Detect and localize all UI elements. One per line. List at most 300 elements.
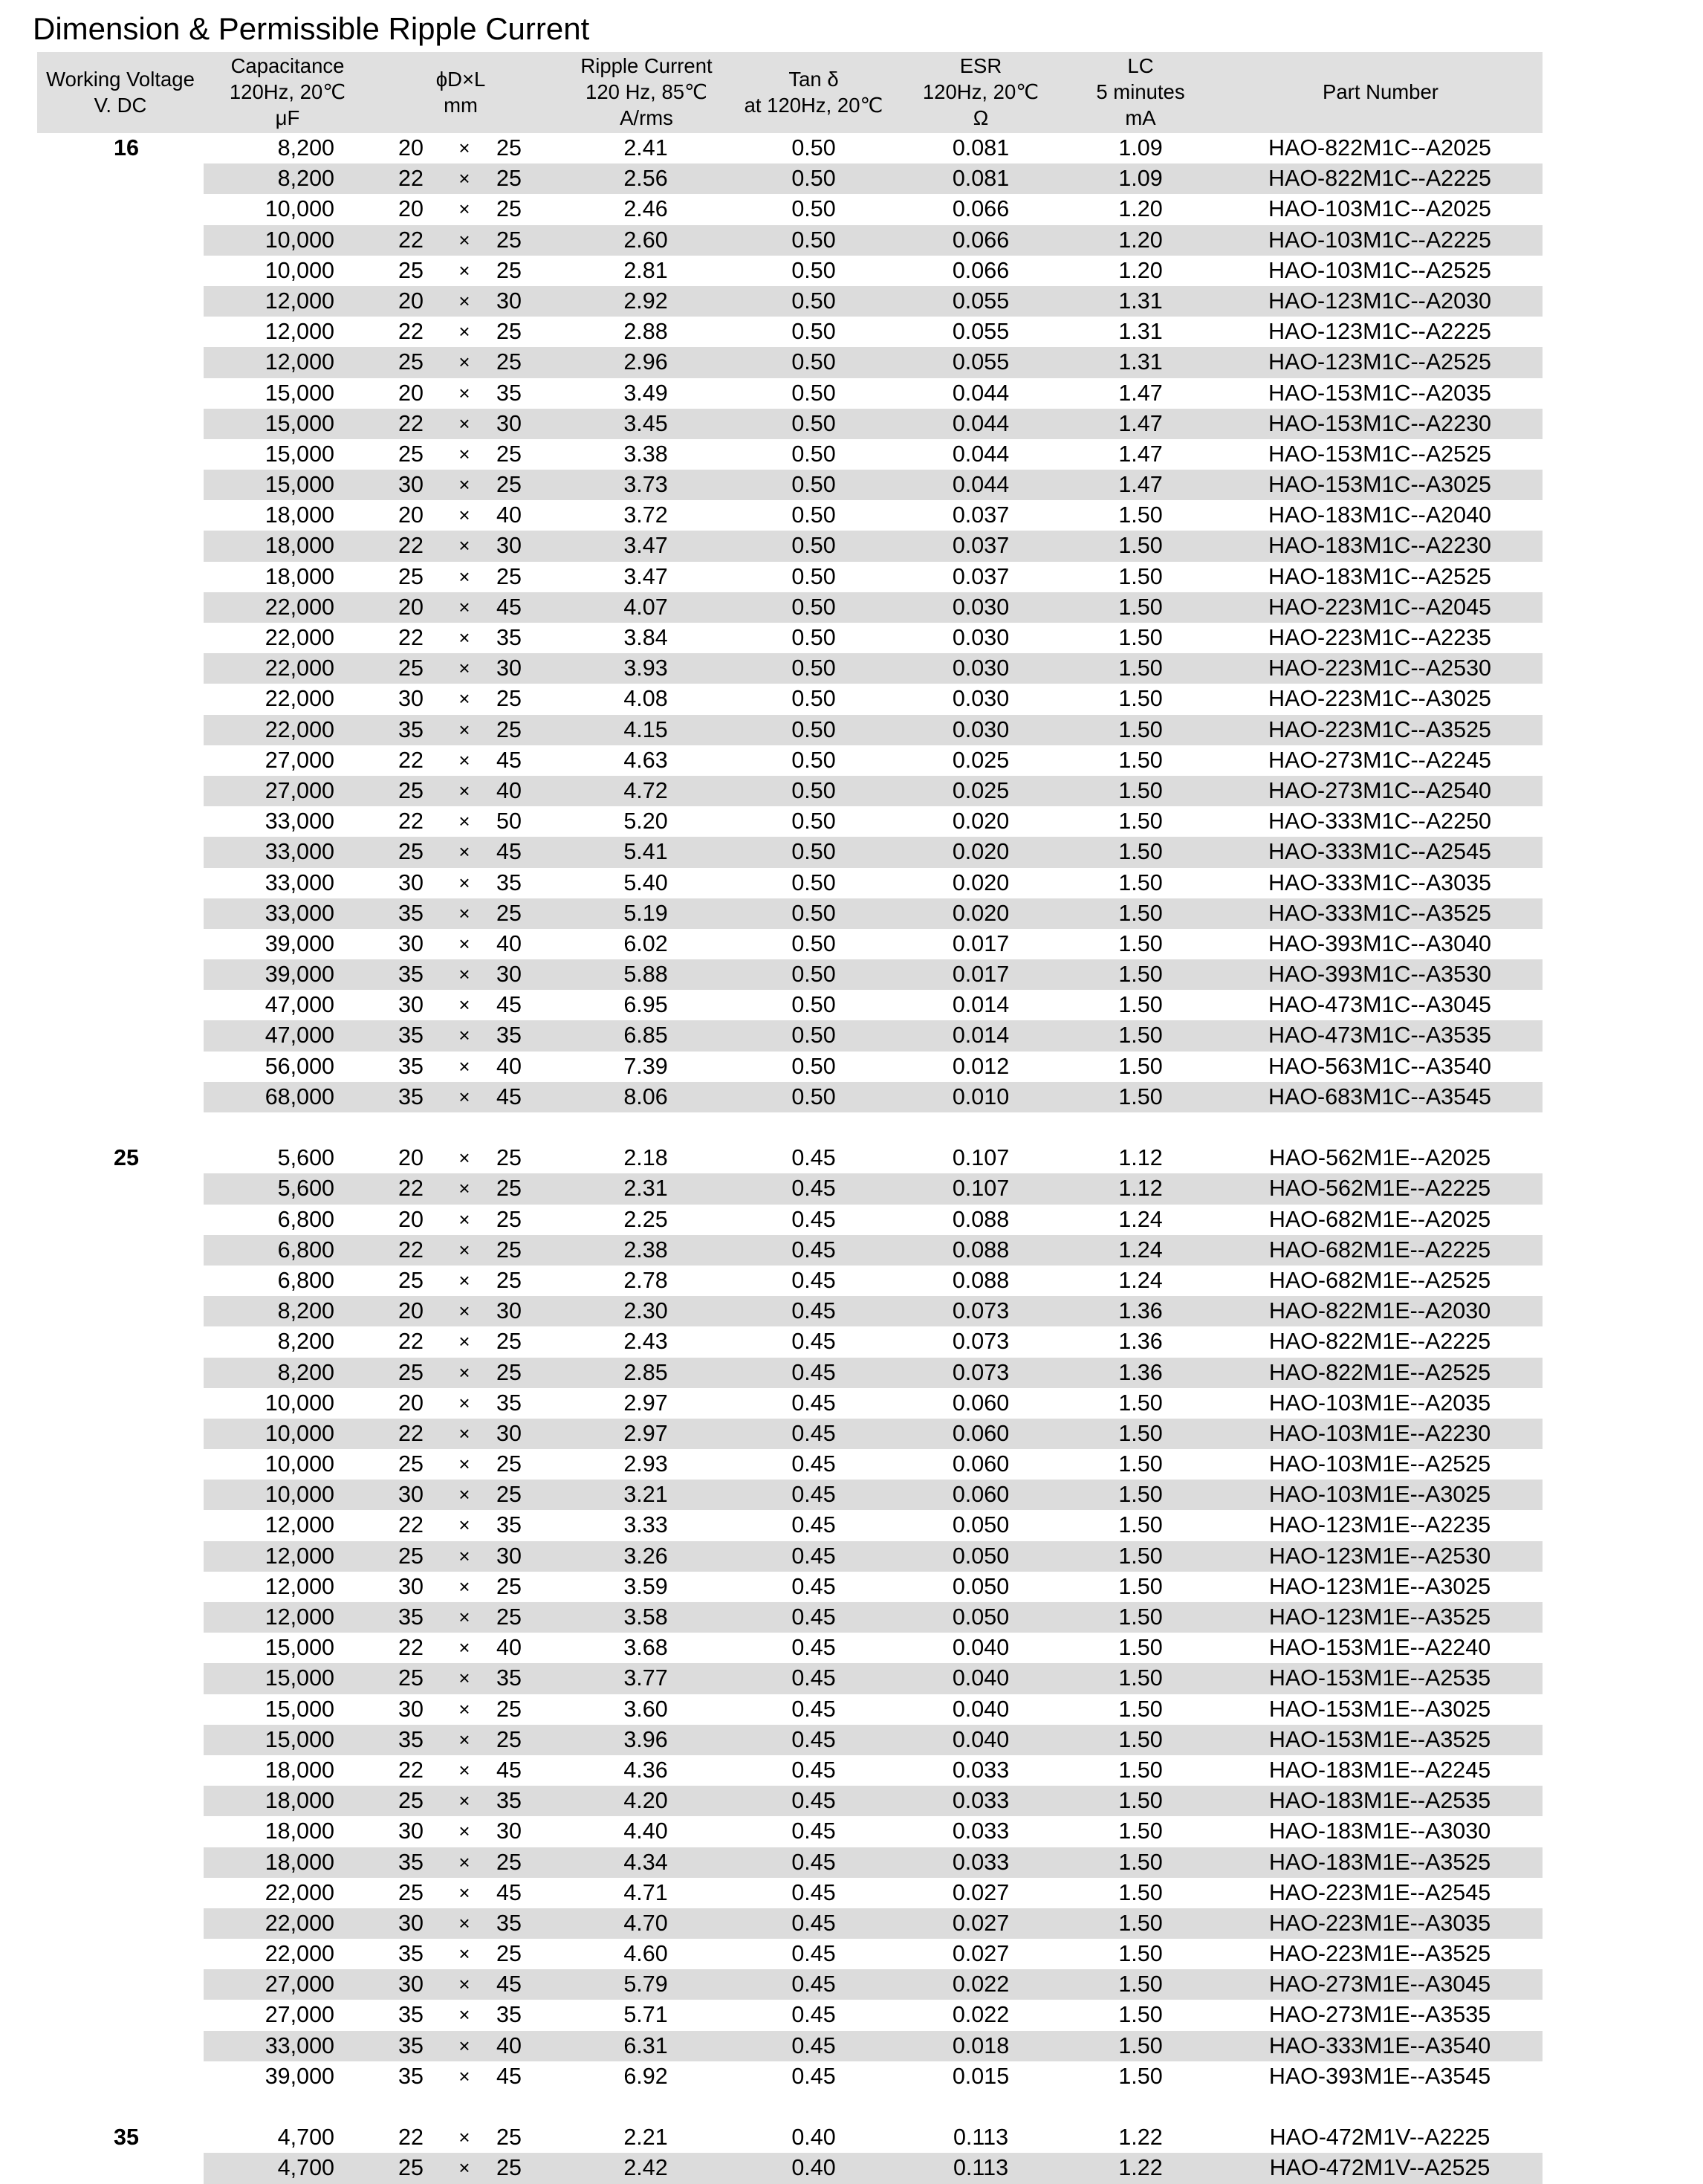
header-tan-line2: at 120Hz, 20℃: [744, 93, 883, 117]
table-row: [37, 715, 1543, 745]
header-lc-line1: LC: [1127, 54, 1154, 78]
leakage-current-cell: 1.47: [1118, 472, 1163, 498]
capacitance-cell: 22,000: [265, 716, 334, 742]
ripple-current-cell: 2.97: [623, 1420, 668, 1446]
table-row: [37, 1143, 1543, 1173]
length-cell: 30: [496, 533, 522, 559]
tan-delta-cell: 0.45: [791, 1788, 836, 1814]
length-cell: 40: [496, 1053, 522, 1079]
table-row: [37, 1694, 1543, 1725]
ripple-current-cell: 3.49: [623, 380, 668, 406]
esr-cell: 0.037: [952, 533, 1010, 559]
times-sign: ×: [458, 840, 470, 863]
part-number-cell: HAO-103M1E--A2525: [1268, 1451, 1491, 1477]
header-dimension: [372, 52, 550, 133]
capacitance-cell: 33,000: [265, 900, 334, 926]
esr-cell: 0.017: [952, 962, 1010, 988]
part-number-cell: HAO-183M1C--A2230: [1268, 533, 1492, 559]
ripple-current-cell: 2.30: [623, 1298, 668, 1324]
table-row: [37, 1755, 1543, 1786]
tan-delta-cell: 0.50: [791, 777, 836, 803]
ripple-current-cell: 7.39: [623, 1053, 668, 1079]
length-cell: 25: [496, 900, 522, 926]
ripple-current-cell: 4.07: [623, 594, 668, 620]
diameter-cell: 25: [398, 839, 424, 865]
table-row: [37, 1480, 1543, 1510]
esr-cell: 0.030: [952, 716, 1010, 742]
header-esr-line2: 120Hz, 20℃: [922, 80, 1039, 104]
length-cell: 25: [496, 1206, 522, 1232]
part-number-cell: HAO-123M1C--A2525: [1268, 349, 1492, 375]
esr-cell: 0.018: [952, 2032, 1010, 2058]
ripple-current-cell: 3.58: [623, 1604, 668, 1630]
tan-delta-cell: 0.50: [791, 196, 836, 222]
leakage-current-cell: 1.50: [1118, 1665, 1163, 1691]
table-row: [37, 1541, 1543, 1572]
part-number-cell: HAO-123M1C--A2225: [1268, 319, 1492, 345]
diameter-cell: 30: [398, 1482, 424, 1508]
ripple-current-cell: 4.40: [623, 1818, 668, 1844]
leakage-current-cell: 1.50: [1118, 992, 1163, 1018]
diameter-cell: 35: [398, 962, 424, 988]
leakage-current-cell: 1.50: [1118, 1023, 1163, 1049]
times-sign: ×: [458, 1085, 470, 1108]
length-cell: 25: [496, 1726, 522, 1752]
ripple-current-cell: 5.79: [623, 1971, 668, 1997]
capacitance-cell: 6,800: [277, 1237, 334, 1263]
esr-cell: 0.022: [952, 1971, 1010, 1997]
table-row: [37, 1358, 1543, 1388]
diameter-cell: 35: [398, 1053, 424, 1079]
capacitance-cell: 8,200: [277, 166, 334, 192]
times-sign: ×: [458, 1054, 470, 1078]
tan-delta-cell: 0.50: [791, 962, 836, 988]
ripple-current-cell: 3.77: [623, 1665, 668, 1691]
table-row: [37, 1847, 1543, 1878]
ripple-current-cell: 4.60: [623, 1941, 668, 1967]
capacitance-cell: 18,000: [265, 1788, 334, 1814]
tan-delta-cell: 0.45: [791, 1971, 836, 1997]
capacitance-cell: 10,000: [265, 1390, 334, 1416]
tan-delta-cell: 0.45: [791, 1451, 836, 1477]
ripple-current-cell: 3.38: [623, 441, 668, 467]
leakage-current-cell: 1.09: [1118, 135, 1163, 161]
leakage-current-cell: 1.50: [1118, 1726, 1163, 1752]
length-cell: 35: [496, 1512, 522, 1538]
table-body: [37, 133, 1543, 2184]
part-number-cell: HAO-223M1E--A3035: [1268, 1910, 1491, 1936]
esr-cell: 0.060: [952, 1451, 1010, 1477]
length-cell: 40: [496, 930, 522, 956]
diameter-cell: 22: [398, 1757, 424, 1783]
table-row: [37, 317, 1543, 347]
leakage-current-cell: 1.50: [1118, 1482, 1163, 1508]
tan-delta-cell: 0.50: [791, 747, 836, 773]
ripple-current-cell: 2.43: [623, 1329, 668, 1355]
length-cell: 30: [496, 962, 522, 988]
length-cell: 25: [496, 1941, 522, 1967]
times-sign: ×: [458, 1544, 470, 1567]
esr-cell: 0.055: [952, 288, 1010, 314]
leakage-current-cell: 1.12: [1118, 1145, 1163, 1171]
tan-delta-cell: 0.45: [791, 1267, 836, 1293]
part-number-cell: HAO-393M1C--A3040: [1268, 930, 1492, 956]
voltage-cell: 35: [114, 2125, 139, 2151]
leakage-current-cell: 1.50: [1118, 1604, 1163, 1630]
leakage-current-cell: 1.50: [1118, 1451, 1163, 1477]
header-part-line1: Part Number: [1323, 80, 1438, 104]
length-cell: 25: [496, 1359, 522, 1385]
esr-cell: 0.030: [952, 594, 1010, 620]
part-number-cell: HAO-333M1C--A3525: [1268, 900, 1492, 926]
capacitance-cell: 33,000: [265, 2032, 334, 2058]
tan-delta-cell: 0.45: [791, 1145, 836, 1171]
esr-cell: 0.050: [952, 1512, 1010, 1538]
capacitance-cell: 27,000: [265, 777, 334, 803]
ripple-current-cell: 4.08: [623, 686, 668, 712]
times-sign: ×: [458, 1697, 470, 1720]
length-cell: 40: [496, 2032, 522, 2058]
length-cell: 35: [496, 380, 522, 406]
esr-cell: 0.050: [952, 1543, 1010, 1569]
times-sign: ×: [458, 1453, 470, 1476]
diameter-cell: 22: [398, 1512, 424, 1538]
esr-cell: 0.073: [952, 1298, 1010, 1324]
diameter-cell: 25: [398, 563, 424, 589]
esr-cell: 0.107: [952, 1145, 1010, 1171]
times-sign: ×: [458, 198, 470, 221]
length-cell: 25: [496, 441, 522, 467]
table-row: [37, 868, 1543, 898]
ripple-current-cell: 6.85: [623, 1023, 668, 1049]
tan-delta-cell: 0.40: [791, 2155, 836, 2181]
table-row: [37, 378, 1543, 409]
diameter-cell: 35: [398, 2063, 424, 2089]
times-sign: ×: [458, 473, 470, 496]
part-number-cell: HAO-103M1C--A2025: [1268, 196, 1492, 222]
table-row: [37, 286, 1543, 317]
length-cell: 30: [496, 1298, 522, 1324]
capacitance-cell: 22,000: [265, 1910, 334, 1936]
esr-cell: 0.060: [952, 1420, 1010, 1446]
ripple-current-cell: 2.25: [623, 1206, 668, 1232]
tan-delta-cell: 0.45: [791, 1543, 836, 1569]
header-lc-line2: 5 minutes: [1096, 80, 1185, 104]
leakage-current-cell: 1.22: [1118, 2125, 1163, 2151]
times-sign: ×: [458, 1728, 470, 1751]
times-sign: ×: [458, 595, 470, 618]
length-cell: 25: [496, 686, 522, 712]
times-sign: ×: [458, 1483, 470, 1506]
esr-cell: 0.066: [952, 196, 1010, 222]
leakage-current-cell: 1.50: [1118, 1879, 1163, 1905]
times-sign: ×: [458, 1942, 470, 1966]
table-row: [37, 1052, 1543, 1082]
tan-delta-cell: 0.45: [791, 1359, 836, 1385]
diameter-cell: 22: [398, 533, 424, 559]
diameter-cell: 20: [398, 502, 424, 528]
times-sign: ×: [458, 320, 470, 343]
tan-delta-cell: 0.50: [791, 257, 836, 283]
table-row: [37, 837, 1543, 867]
tan-delta-cell: 0.45: [791, 1573, 836, 1599]
tan-delta-cell: 0.50: [791, 839, 836, 865]
capacitance-cell: 22,000: [265, 625, 334, 650]
table-row: [37, 1235, 1543, 1266]
times-sign: ×: [458, 1575, 470, 1598]
capacitance-cell: 22,000: [265, 686, 334, 712]
ripple-current-cell: 2.97: [623, 1390, 668, 1416]
leakage-current-cell: 1.31: [1118, 319, 1163, 345]
leakage-current-cell: 1.50: [1118, 777, 1163, 803]
diameter-cell: 30: [398, 472, 424, 498]
esr-cell: 0.066: [952, 227, 1010, 253]
diameter-cell: 35: [398, 1726, 424, 1752]
times-sign: ×: [458, 626, 470, 649]
tan-delta-cell: 0.50: [791, 809, 836, 835]
table-row: [37, 531, 1543, 561]
tan-delta-cell: 0.45: [791, 1206, 836, 1232]
times-sign: ×: [458, 1024, 470, 1047]
diameter-cell: 20: [398, 380, 424, 406]
page-title: Dimension & Permissible Ripple Current: [33, 11, 590, 46]
ripple-current-cell: 3.21: [623, 1482, 668, 1508]
table-row: [37, 1510, 1543, 1540]
tan-delta-cell: 0.45: [791, 2002, 836, 2028]
table-header: [37, 52, 1543, 133]
diameter-cell: 30: [398, 1818, 424, 1844]
diameter-cell: 35: [398, 1023, 424, 1049]
header-tan-line1: Tan δ: [788, 67, 839, 91]
header-voltage-line2: V. DC: [94, 93, 147, 117]
diameter-cell: 20: [398, 1145, 424, 1171]
capacitance-cell: 8,200: [277, 1298, 334, 1324]
leakage-current-cell: 1.31: [1118, 349, 1163, 375]
esr-cell: 0.020: [952, 869, 1010, 895]
capacitance-cell: 12,000: [265, 1543, 334, 1569]
capacitance-cell: 10,000: [265, 1420, 334, 1446]
diameter-cell: 25: [398, 1267, 424, 1293]
diameter-cell: 35: [398, 716, 424, 742]
capacitance-cell: 22,000: [265, 1941, 334, 1967]
times-sign: ×: [458, 963, 470, 986]
capacitance-cell: 10,000: [265, 1482, 334, 1508]
ripple-current-cell: 6.31: [623, 2032, 668, 2058]
diameter-cell: 22: [398, 166, 424, 192]
length-cell: 50: [496, 809, 522, 835]
esr-cell: 0.040: [952, 1635, 1010, 1661]
table-row: [37, 347, 1543, 377]
esr-cell: 0.081: [952, 135, 1010, 161]
capacitance-cell: 12,000: [265, 349, 334, 375]
part-number-cell: HAO-223M1C--A3525: [1268, 716, 1492, 742]
length-cell: 30: [496, 410, 522, 436]
header-tan-delta: [743, 52, 884, 133]
ripple-current-cell: 2.31: [623, 1176, 668, 1202]
table-row: [37, 1633, 1543, 1663]
length-cell: 45: [496, 1757, 522, 1783]
length-cell: 30: [496, 655, 522, 681]
times-sign: ×: [458, 1422, 470, 1445]
part-number-cell: HAO-682M1E--A2525: [1268, 1267, 1491, 1293]
ripple-current-cell: 4.36: [623, 1757, 668, 1783]
ripple-current-cell: 5.40: [623, 869, 668, 895]
part-number-cell: HAO-473M1C--A3045: [1268, 992, 1492, 1018]
leakage-current-cell: 1.50: [1118, 1390, 1163, 1416]
times-sign: ×: [458, 1667, 470, 1690]
esr-cell: 0.020: [952, 809, 1010, 835]
esr-cell: 0.033: [952, 1818, 1010, 1844]
leakage-current-cell: 1.36: [1118, 1329, 1163, 1355]
table-row: [37, 500, 1543, 531]
length-cell: 25: [496, 1176, 522, 1202]
leakage-current-cell: 1.50: [1118, 1573, 1163, 1599]
table-row: [37, 1326, 1543, 1357]
leakage-current-cell: 1.20: [1118, 196, 1163, 222]
part-number-cell: HAO-153M1C--A2230: [1268, 410, 1492, 436]
capacitance-cell: 39,000: [265, 2063, 334, 2089]
ripple-current-cell: 2.96: [623, 349, 668, 375]
length-cell: 35: [496, 625, 522, 650]
leakage-current-cell: 1.09: [1118, 166, 1163, 192]
table-row: [37, 592, 1543, 623]
esr-cell: 0.060: [952, 1390, 1010, 1416]
length-cell: 25: [496, 257, 522, 283]
ripple-current-cell: 4.34: [623, 1849, 668, 1875]
esr-cell: 0.037: [952, 502, 1010, 528]
diameter-cell: 25: [398, 2155, 424, 2181]
tan-delta-cell: 0.45: [791, 1329, 836, 1355]
header-ripple-line2: 120 Hz, 85℃: [585, 80, 707, 104]
diameter-cell: 35: [398, 1941, 424, 1967]
header-esr-line1: ESR: [959, 54, 1002, 78]
ripple-current-cell: 4.20: [623, 1788, 668, 1814]
length-cell: 25: [496, 563, 522, 589]
part-number-cell: HAO-123M1E--A3025: [1268, 1573, 1491, 1599]
diameter-cell: 22: [398, 1420, 424, 1446]
leakage-current-cell: 1.50: [1118, 1941, 1163, 1967]
leakage-current-cell: 1.47: [1118, 441, 1163, 467]
part-number-cell: HAO-273M1E--A3535: [1268, 2002, 1491, 2028]
header-dimension-line2: mm: [444, 93, 478, 117]
length-cell: 35: [496, 1788, 522, 1814]
table-row: [37, 1969, 1543, 2000]
length-cell: 45: [496, 992, 522, 1018]
esr-cell: 0.113: [953, 2125, 1009, 2151]
esr-cell: 0.044: [952, 441, 1010, 467]
table-row: [37, 1908, 1543, 1939]
length-cell: 25: [496, 2125, 522, 2151]
esr-cell: 0.015: [952, 2063, 1010, 2089]
times-sign: ×: [458, 779, 470, 802]
leakage-current-cell: 1.50: [1118, 869, 1163, 895]
times-sign: ×: [458, 1300, 470, 1323]
capacitance-cell: 10,000: [265, 227, 334, 253]
capacitance-cell: 15,000: [265, 380, 334, 406]
capacitance-cell: 18,000: [265, 533, 334, 559]
ripple-current-cell: 5.88: [623, 962, 668, 988]
capacitance-cell: 8,200: [277, 1359, 334, 1385]
times-sign: ×: [458, 1391, 470, 1414]
capacitance-cell: 18,000: [265, 1849, 334, 1875]
tan-delta-cell: 0.50: [791, 563, 836, 589]
length-cell: 25: [496, 196, 522, 222]
length-cell: 25: [496, 716, 522, 742]
part-number-cell: HAO-333M1C--A2545: [1268, 839, 1492, 865]
length-cell: 45: [496, 594, 522, 620]
tan-delta-cell: 0.50: [791, 166, 836, 192]
header-voltage-line1: Working Voltage: [46, 67, 195, 91]
length-cell: 45: [496, 2063, 522, 2089]
leakage-current-cell: 1.31: [1118, 288, 1163, 314]
part-number-cell: HAO-472M1V--A2525: [1269, 2155, 1490, 2181]
length-cell: 30: [496, 288, 522, 314]
leakage-current-cell: 1.50: [1118, 1543, 1163, 1569]
part-number-cell: HAO-822M1C--A2225: [1268, 166, 1492, 192]
length-cell: 30: [496, 1543, 522, 1569]
table-row: [37, 1939, 1543, 1969]
tan-delta-cell: 0.50: [791, 472, 836, 498]
voltage-cell: 16: [114, 135, 139, 161]
esr-cell: 0.014: [952, 992, 1010, 1018]
ripple-current-cell: 2.81: [623, 257, 668, 283]
header-ripple-line3: A/rms: [620, 106, 673, 129]
esr-cell: 0.010: [952, 1083, 1010, 1109]
times-sign: ×: [458, 1881, 470, 1904]
length-cell: 40: [496, 502, 522, 528]
part-number-cell: HAO-333M1E--A3540: [1268, 2032, 1491, 2058]
table-row: [37, 2153, 1543, 2183]
leakage-current-cell: 1.12: [1118, 1176, 1163, 1202]
tan-delta-cell: 0.50: [791, 502, 836, 528]
esr-cell: 0.033: [952, 1849, 1010, 1875]
length-cell: 40: [496, 777, 522, 803]
leakage-current-cell: 1.50: [1118, 1053, 1163, 1079]
leakage-current-cell: 1.20: [1118, 227, 1163, 253]
ripple-current-cell: 2.78: [623, 1267, 668, 1293]
esr-cell: 0.030: [952, 625, 1010, 650]
times-sign: ×: [458, 1361, 470, 1384]
leakage-current-cell: 1.47: [1118, 380, 1163, 406]
esr-cell: 0.088: [952, 1206, 1010, 1232]
ripple-current-cell: 2.92: [623, 288, 668, 314]
times-sign: ×: [458, 137, 470, 159]
tan-delta-cell: 0.45: [791, 1941, 836, 1967]
length-cell: 25: [496, 1849, 522, 1875]
esr-cell: 0.066: [952, 257, 1010, 283]
esr-cell: 0.044: [952, 472, 1010, 498]
part-number-cell: HAO-333M1C--A2250: [1268, 809, 1492, 835]
table-row: [37, 898, 1543, 929]
tan-delta-cell: 0.50: [791, 655, 836, 681]
length-cell: 45: [496, 1971, 522, 1997]
leakage-current-cell: 1.50: [1118, 747, 1163, 773]
diameter-cell: 35: [398, 1849, 424, 1875]
esr-cell: 0.027: [952, 1879, 1010, 1905]
ripple-current-cell: 3.93: [623, 655, 668, 681]
times-sign: ×: [458, 1330, 470, 1353]
part-number-cell: HAO-183M1E--A3525: [1268, 1849, 1491, 1875]
header-voltage: [37, 52, 204, 133]
part-number-cell: HAO-223M1E--A2545: [1268, 1879, 1491, 1905]
times-sign: ×: [458, 1973, 470, 1996]
capacitance-cell: 12,000: [265, 1604, 334, 1630]
times-sign: ×: [458, 1208, 470, 1231]
part-number-cell: HAO-333M1C--A3035: [1268, 869, 1492, 895]
part-number-cell: HAO-472M1V--A2225: [1269, 2125, 1490, 2151]
tan-delta-cell: 0.45: [791, 1757, 836, 1783]
part-number-cell: HAO-153M1E--A2535: [1268, 1665, 1491, 1691]
